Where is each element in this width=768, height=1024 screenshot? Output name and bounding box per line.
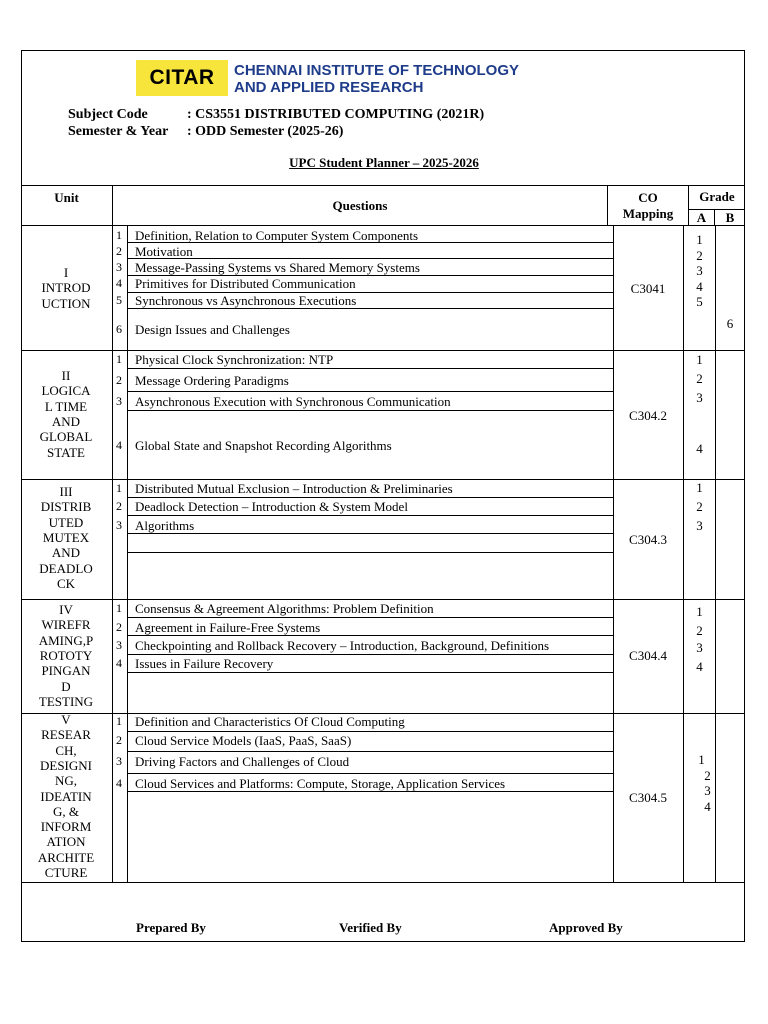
question-row-rule bbox=[127, 368, 613, 369]
subject-code-value: : CS3551 DISTRIBUTED COMPUTING (2021R) bbox=[187, 107, 485, 122]
question-text: Primitives for Distributed Communication bbox=[135, 276, 356, 291]
grade-a-value: 4 bbox=[704, 799, 711, 814]
grade-a-value: 1 bbox=[696, 480, 703, 495]
unit-name-line: IDEATIN bbox=[40, 788, 92, 804]
unit-name-line: AND bbox=[51, 413, 81, 429]
question-number: 5 bbox=[116, 293, 122, 307]
co-mapping-value: C304.2 bbox=[629, 408, 667, 423]
question-text: Driving Factors and Challenges of Cloud bbox=[135, 754, 350, 769]
question-text: Checkpointing and Rollback Recovery – Introduction, Background, Definitions bbox=[135, 638, 550, 653]
number-column-rule bbox=[127, 225, 128, 882]
institution-name-line2: AND APPLIED RESEARCH bbox=[234, 79, 424, 96]
unit-name-line: III bbox=[59, 484, 73, 499]
semester-value: : ODD Semester (2025-26) bbox=[187, 124, 344, 139]
semester-label: Semester & Year bbox=[68, 124, 169, 139]
grade-a-value: 4 bbox=[696, 659, 703, 674]
approved-by-label: Approved By bbox=[549, 920, 623, 935]
grade-a-value: 3 bbox=[696, 518, 703, 533]
unit-name-line: AND bbox=[51, 545, 81, 561]
unit-name-line: GLOBAL bbox=[39, 429, 93, 445]
grade-a-value: 2 bbox=[704, 768, 711, 783]
header-grade-b: B bbox=[725, 210, 735, 225]
unit-name-line: AMING,P bbox=[38, 632, 94, 648]
co-mapping-value: C304.3 bbox=[629, 532, 667, 547]
grade-a-value: 5 bbox=[696, 294, 703, 309]
grade-a-value: 2 bbox=[696, 371, 703, 386]
logo-text: CITAR bbox=[149, 66, 215, 89]
grade-b-value: 6 bbox=[726, 316, 734, 331]
prepared-by-label: Prepared By bbox=[136, 920, 206, 935]
question-number: 2 bbox=[116, 620, 122, 634]
unit-name-line: CH, bbox=[55, 742, 77, 758]
subject-code-label: Subject Code bbox=[68, 107, 148, 122]
unit-name-line: UCTION bbox=[41, 295, 91, 311]
question-text: Cloud Service Models (IaaS, PaaS, SaaS) bbox=[135, 733, 352, 748]
question-row-rule bbox=[127, 552, 613, 553]
grade-a-value: 1 bbox=[696, 352, 703, 367]
unit-name-line: UTED bbox=[48, 514, 84, 530]
grade-a-value: 3 bbox=[696, 263, 703, 278]
co-left-rule bbox=[613, 225, 614, 882]
table-header-bottom-rule bbox=[21, 225, 745, 226]
header-grade-a: A bbox=[696, 210, 707, 225]
question-text: Definition, Relation to Computer System Components bbox=[135, 228, 419, 243]
question-number: 4 bbox=[116, 438, 122, 452]
grade-a-value: 3 bbox=[696, 640, 703, 655]
unit-name-line: CK bbox=[56, 575, 76, 591]
unit-name-line: ATION bbox=[46, 834, 86, 850]
question-number: 2 bbox=[116, 373, 122, 387]
question-number: 2 bbox=[116, 733, 122, 747]
unit-name-line: TESTING bbox=[38, 693, 94, 709]
unit-name-line: CTURE bbox=[44, 865, 88, 880]
question-text: Design Issues and Challenges bbox=[135, 322, 290, 337]
question-number: 1 bbox=[116, 714, 122, 728]
question-row-rule bbox=[127, 672, 613, 673]
table-bottom-rule bbox=[21, 882, 745, 883]
question-number: 3 bbox=[116, 394, 122, 408]
question-text: Physical Clock Synchronization: NTP bbox=[135, 352, 334, 367]
question-row-rule bbox=[127, 410, 613, 411]
question-number: 3 bbox=[116, 260, 122, 274]
question-row-rule bbox=[127, 617, 613, 618]
question-number: 4 bbox=[116, 776, 122, 790]
question-number: 6 bbox=[116, 322, 122, 336]
co-mapping-value: C3041 bbox=[630, 281, 666, 296]
question-number: 1 bbox=[116, 481, 122, 495]
grade-a-value: 3 bbox=[704, 783, 711, 798]
header-unit: Unit bbox=[54, 190, 79, 205]
question-row-rule bbox=[127, 654, 613, 655]
co-right-rule bbox=[683, 225, 684, 882]
question-row-rule bbox=[127, 751, 613, 752]
unit-name-line: ARCHITE bbox=[37, 849, 95, 865]
question-row-rule bbox=[127, 773, 613, 774]
unit-name-line: INTROD bbox=[41, 280, 91, 296]
question-text: Distributed Mutual Exclusion – Introduction & Preliminaries bbox=[135, 481, 453, 496]
question-text: Asynchronous Execution with Synchronous Communication bbox=[135, 394, 451, 409]
grade-a-value: 1 bbox=[696, 232, 703, 247]
header-co-line2: Mapping bbox=[622, 206, 674, 221]
question-number: 1 bbox=[116, 228, 122, 242]
unit-name-line: STATE bbox=[47, 444, 85, 460]
question-number: 4 bbox=[116, 276, 122, 290]
unit-name-line: PINGAN bbox=[41, 663, 91, 679]
question-text: Message-Passing Systems vs Shared Memory Systems bbox=[135, 260, 420, 275]
question-number: 1 bbox=[116, 601, 122, 615]
question-text: Issues in Failure Recovery bbox=[135, 656, 274, 671]
question-text: Consensus & Agreement Algorithms: Problem Definition bbox=[135, 601, 434, 616]
question-text: Algorithms bbox=[135, 518, 195, 533]
grade-a-value: 1 bbox=[698, 752, 705, 767]
question-row-rule bbox=[127, 731, 613, 732]
question-number: 1 bbox=[116, 352, 122, 366]
unit-name-line: I bbox=[63, 265, 69, 280]
unit-name-line: INFORM bbox=[40, 819, 92, 835]
grade-a-value: 4 bbox=[696, 441, 703, 456]
grade-a-value: 4 bbox=[696, 278, 703, 294]
question-number: 2 bbox=[116, 244, 122, 258]
grade-a-value: 2 bbox=[696, 247, 703, 263]
question-number: 3 bbox=[116, 754, 122, 768]
question-number: 3 bbox=[116, 638, 122, 652]
question-row-rule bbox=[127, 258, 613, 259]
question-row-rule bbox=[127, 533, 613, 534]
unit-separator-rule bbox=[21, 350, 745, 351]
table-top-rule bbox=[21, 185, 745, 186]
unit-name-line: II bbox=[61, 368, 71, 383]
question-number: 4 bbox=[116, 656, 122, 670]
question-number: 3 bbox=[116, 518, 122, 532]
unit-name-line: G, & bbox=[53, 803, 79, 819]
question-text: Cloud Services and Platforms: Compute, Storage, Application Services bbox=[135, 776, 506, 791]
question-row-rule bbox=[127, 391, 613, 392]
question-row-rule bbox=[127, 497, 613, 498]
grade-a-value: 3 bbox=[696, 390, 703, 405]
question-text: Message Ordering Paradigms bbox=[135, 373, 289, 388]
unit-name-line: MUTEX bbox=[42, 529, 90, 545]
unit-name-line: LOGICA bbox=[41, 383, 91, 399]
unit-name-line: DEADLO bbox=[39, 560, 93, 576]
question-text: Global State and Snapshot Recording Algorithms bbox=[135, 438, 392, 453]
question-text: Synchronous vs Asynchronous Executions bbox=[135, 293, 357, 308]
unit-name-line: DESIGNI bbox=[40, 757, 92, 773]
institution-name-line1: CHENNAI INSTITUTE OF TECHNOLOGY bbox=[234, 62, 519, 79]
unit-name-line: V bbox=[61, 712, 71, 727]
planner-title: UPC Student Planner – 2025-2026 bbox=[289, 155, 479, 170]
verified-by-label: Verified By bbox=[339, 920, 402, 935]
unit-name-line: IV bbox=[59, 602, 73, 617]
grade-a-value: 2 bbox=[696, 623, 703, 638]
grade-a-value: 2 bbox=[696, 499, 703, 514]
unit-name-line: DISTRIB bbox=[40, 499, 92, 515]
question-text: Agreement in Failure-Free Systems bbox=[135, 620, 321, 635]
header-grade: Grade bbox=[699, 189, 735, 204]
question-number: 2 bbox=[116, 499, 122, 513]
question-text: Definition and Characteristics Of Cloud Computing bbox=[135, 714, 405, 729]
unit-name-line: WIREFR bbox=[41, 617, 91, 633]
header-questions: Questions bbox=[332, 198, 388, 213]
question-text: Deadlock Detection – Introduction & System Model bbox=[135, 499, 408, 514]
co-mapping-value: C304.5 bbox=[629, 790, 667, 805]
question-text: Motivation bbox=[135, 244, 193, 259]
header-co-line1: CO bbox=[638, 190, 658, 205]
unit-name-line: RESEAR bbox=[41, 727, 91, 743]
question-row-rule bbox=[127, 515, 613, 516]
unit-name-line: L TIME bbox=[44, 398, 88, 414]
unit-name-line: D bbox=[61, 678, 71, 694]
co-mapping-value: C304.4 bbox=[629, 648, 667, 663]
unit-name-line: NG, bbox=[54, 773, 78, 789]
grade-a-value: 1 bbox=[696, 604, 703, 619]
unit-name-line: ROTOTY bbox=[39, 647, 93, 663]
